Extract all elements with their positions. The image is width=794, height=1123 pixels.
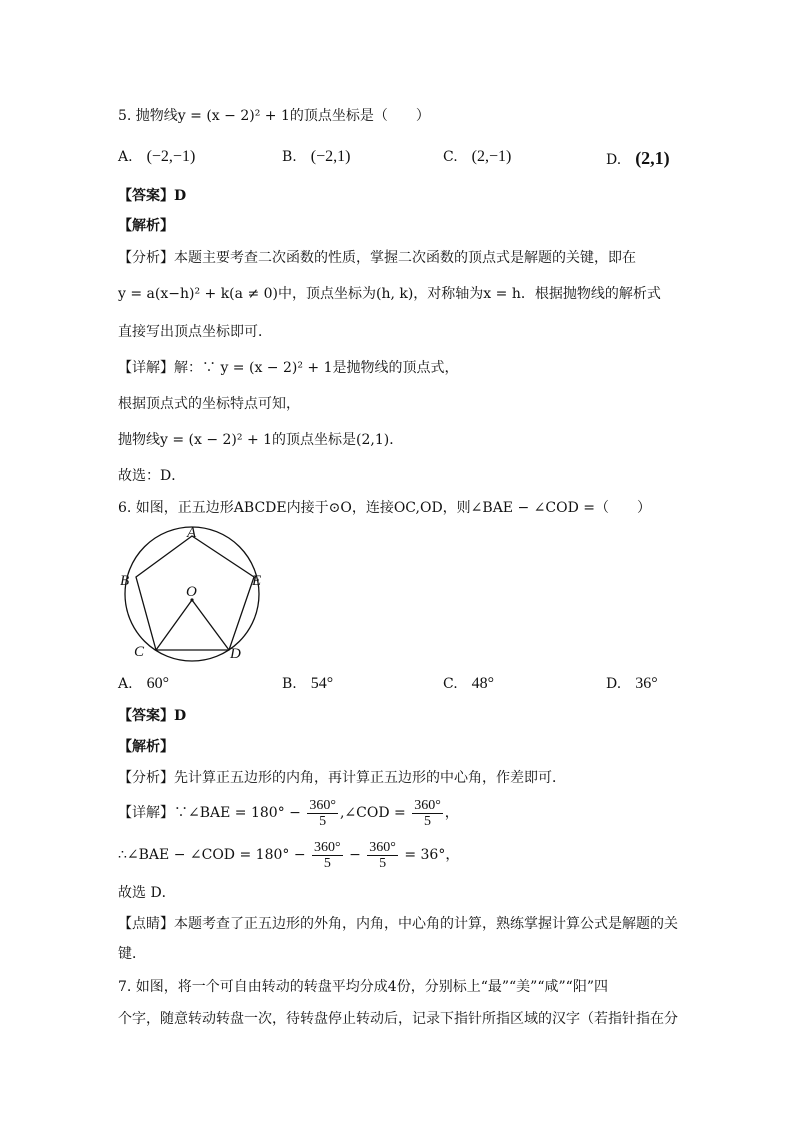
fraction-denominator: 5 <box>379 855 387 871</box>
q6-comment-line-2: 键． <box>118 946 146 962</box>
label-b: B <box>120 573 130 589</box>
q5-detail-line-3: 抛物线y = (x − 2)² + 1的顶点坐标是(2,1)． <box>118 432 404 448</box>
q5-option-d: D. (2,1) <box>606 148 670 168</box>
q6-stem: 6. 如图，正五边形ABCDE内接于⊙O，连接OC,OD，则∠BAE − ∠COD =（ ） <box>118 500 651 516</box>
q6-option-d: D. 36° <box>606 675 658 692</box>
q7-stem-line-2: 个字，随意转动转盘一次，待转盘停止转动后，记录下指针所指区域的汉字（若指针指在分 <box>118 1011 678 1027</box>
q5-option-a: A. (−2,−1) <box>118 148 196 165</box>
q6-option-c: C. 48° <box>443 675 495 692</box>
q6-detail-prefix: 【详解】∵∠BAE = 180° − <box>118 805 301 821</box>
q6-option-b: B. 54° <box>282 675 334 692</box>
segment-od <box>192 600 229 650</box>
fraction-numerator: 360° <box>369 839 396 855</box>
q6-conclusion: 故选 D． <box>118 885 176 901</box>
q6-analysis-heading: 【解析】 <box>118 739 174 755</box>
q6-therefore-prefix: ∴∠BAE − ∠COD = 180° − <box>118 847 306 863</box>
q5-conclusion: 故选：D． <box>118 468 186 484</box>
fraction-numerator: 360° <box>414 797 441 813</box>
q5-analysis-line-2: y = a(x−h)² + k(a ≠ 0)中，顶点坐标为(h, k)，对称轴为x = h．根据抛物线的解析式 <box>118 286 661 302</box>
fraction-denominator: 5 <box>323 855 331 871</box>
q6-answer: 【答案】D <box>118 708 187 724</box>
q6-therefore <box>118 838 459 872</box>
fraction-360-over-5 <box>367 840 398 871</box>
q5-answer: 【答案】D <box>118 188 187 204</box>
fraction-denominator: 5 <box>423 813 431 829</box>
q5-analysis-line-1: 【分析】本题主要考查二次函数的性质，掌握二次函数的顶点式是解题的关键，即在 <box>118 250 636 266</box>
label-d: D <box>230 646 241 662</box>
label-a: A <box>187 525 197 541</box>
q6-pentagon-figure <box>116 524 276 664</box>
q5-options <box>118 148 678 170</box>
q5-detail-line-2: 根据顶点式的坐标特点可知， <box>118 396 300 412</box>
q6-detail-mid: ,∠COD = <box>339 805 406 821</box>
q5-detail-line-1: 【详解】解：∵ y = (x − 2)² + 1是抛物线的顶点式， <box>118 360 459 376</box>
q5-analysis-line-3: 直接写出顶点坐标即可． <box>118 324 272 340</box>
label-c: C <box>134 644 145 660</box>
q5-option-c: C. (2,−1) <box>443 148 512 165</box>
q7-stem-line-1: 7. 如图，将一个可自由转动的转盘平均分成4份，分别标上“最”“美”“咸”“阳”四 <box>118 979 608 995</box>
q5-option-b: B. (−2,1) <box>282 148 351 165</box>
label-o: O <box>186 584 197 600</box>
q6-therefore-result: = 36°， <box>404 847 460 863</box>
segment-oc <box>156 600 192 650</box>
fraction-denominator: 5 <box>319 813 327 829</box>
fraction-360-over-5 <box>312 840 343 871</box>
q5-stem: 5. 抛物线y = (x − 2)² + 1的顶点坐标是（ ） <box>118 108 430 124</box>
q6-comment-line-1: 【点睛】本题考查了正五边形的外角，内角，中心角的计算，熟练掌握计算公式是解题的关 <box>118 916 678 932</box>
fraction-numerator: 360° <box>314 839 341 855</box>
q6-therefore-minus: − <box>349 847 361 863</box>
q6-option-a: A. 60° <box>118 675 169 692</box>
q6-detail-end: ， <box>444 805 459 821</box>
q5-analysis-heading: 【解析】 <box>118 218 174 234</box>
fraction-360-over-5 <box>412 798 443 829</box>
label-e: E <box>252 573 262 589</box>
q6-detail <box>118 796 459 830</box>
fraction-360-over-5 <box>307 798 338 829</box>
fraction-numerator: 360° <box>309 797 336 813</box>
q6-analysis: 【分析】先计算正五边形的内角，再计算正五边形的中心角，作差即可． <box>118 770 566 786</box>
q6-options <box>118 675 678 697</box>
